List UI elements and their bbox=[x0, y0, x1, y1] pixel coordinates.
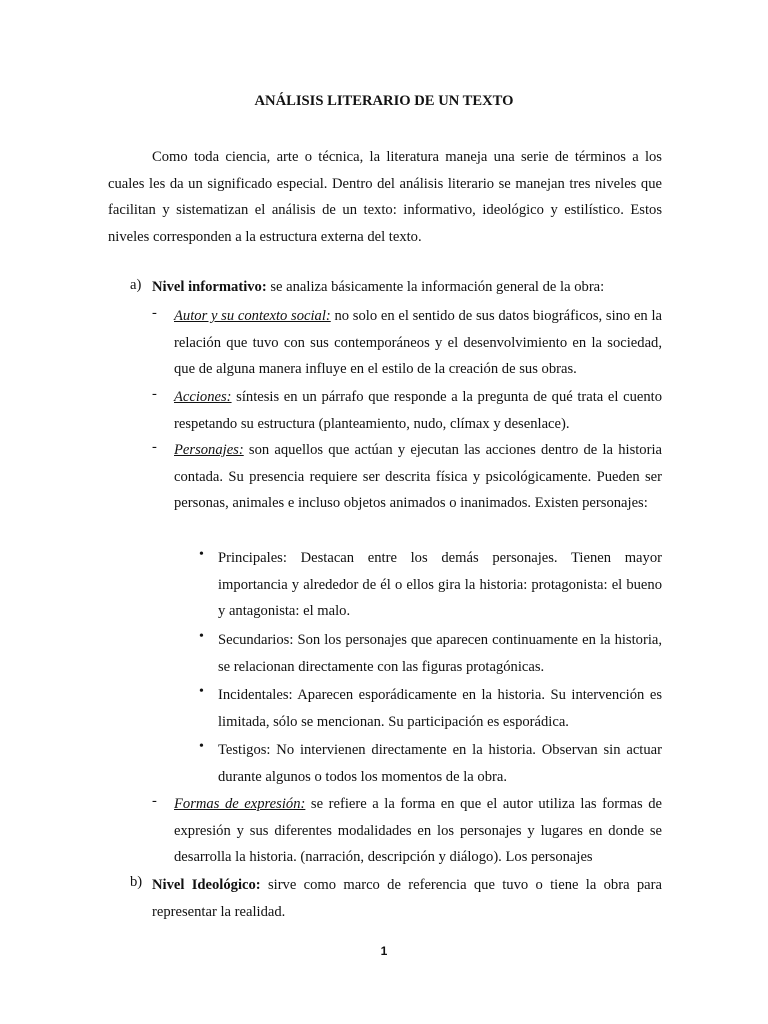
list-item-label: Acciones: bbox=[174, 389, 232, 405]
list-item-label: Autor y su contexto social: bbox=[174, 308, 331, 324]
list-item-label: Formas de expresión: bbox=[174, 796, 306, 812]
intro-paragraph bbox=[108, 144, 662, 251]
list-item-label: Personajes: bbox=[174, 442, 244, 458]
level-b-label: Nivel Ideológico: bbox=[152, 877, 261, 893]
page-number: 1 bbox=[380, 944, 388, 958]
level-a-text: se analiza básicamente la información general de la obra: bbox=[266, 279, 605, 295]
bullet-icon: • bbox=[199, 547, 204, 562]
level-a-label: Nivel informativo: bbox=[152, 279, 267, 295]
list-item-text: no solo en el sentido de sus datos biográficos, sino en la relación que tuvo con sus contemporáneos y el desenvolvimiento en la sociedad, que de alguna manera influye en el estilo de la creación de sus obras. bbox=[174, 308, 662, 378]
bullet-item-testigos: Testigos: No intervienen directamente en la historia. Observan sin actuar durante algunos o todos los momentos de la obra. bbox=[218, 742, 662, 785]
level-a-heading bbox=[152, 277, 662, 297]
level-b-marker: b) bbox=[130, 874, 143, 890]
list-item-autor bbox=[174, 303, 662, 383]
dash-marker: - bbox=[152, 439, 157, 455]
list-item-acciones bbox=[174, 384, 662, 437]
list-item-text: síntesis en un párrafo que responde a la pregunta de qué trata el cuento respetando su estructura (planteamiento, nudo, clímax y desenlace). bbox=[174, 389, 662, 432]
bullet-item-principales: Principales: Destacan entre los demás personajes. Tienen mayor importancia y alrededor de él o ellos gira la historia: protagonista: el bueno y antagonista: el malo. bbox=[218, 550, 662, 620]
bullet-icon: • bbox=[199, 684, 204, 699]
level-b-paragraph bbox=[152, 872, 662, 925]
list-item-formas bbox=[174, 791, 662, 871]
dash-marker: - bbox=[152, 305, 157, 321]
level-a-marker: a) bbox=[130, 277, 142, 293]
level-b-text: sirve como marco de referencia que tuvo o tiene la obra para representar la realidad. bbox=[152, 877, 662, 920]
list-item-text: son aquellos que actúan y ejecutan las acciones dentro de la historia contada. Su presencia requiere ser descrita física y psicológicamente. Pueden ser personas, animales e incluso objetos animados o inanimados. Existen personajes: bbox=[174, 442, 662, 512]
list-item-text: se refiere a la forma en que el autor utiliza las formas de expresión y sus diferentes modalidades en los personajes y lugares en donde se desarrolla la historia. (narración, descripción y diálogo). Los personajes bbox=[174, 796, 663, 866]
bullet-item-secundarios: Secundarios: Son los personajes que aparecen continuamente en la historia, se relacionan directamente con las figuras protagónicas. bbox=[218, 632, 662, 675]
bullet-item-incidentales: Incidentales: Aparecen esporádicamente en la historia. Su intervención es limitada, sólo se mencionan. Su participación es esporádica. bbox=[218, 687, 662, 730]
intro-text: Como toda ciencia, arte o técnica, la literatura maneja una serie de términos a los cuales les da un significado especial. Dentro del análisis literario se manejan tres niveles que facilitan y sistematizan el análisis de un texto: informativo, ideológico y estilístico. Estos niveles corresponden a la estructura externa del texto. bbox=[108, 149, 662, 246]
bullet-icon: • bbox=[199, 629, 204, 644]
document-title: ANÁLISIS LITERARIO DE UN TEXTO bbox=[254, 93, 514, 109]
dash-marker: - bbox=[152, 386, 157, 402]
dash-marker: - bbox=[152, 793, 157, 809]
bullet-icon: • bbox=[199, 739, 204, 754]
list-item-personajes bbox=[174, 437, 662, 517]
